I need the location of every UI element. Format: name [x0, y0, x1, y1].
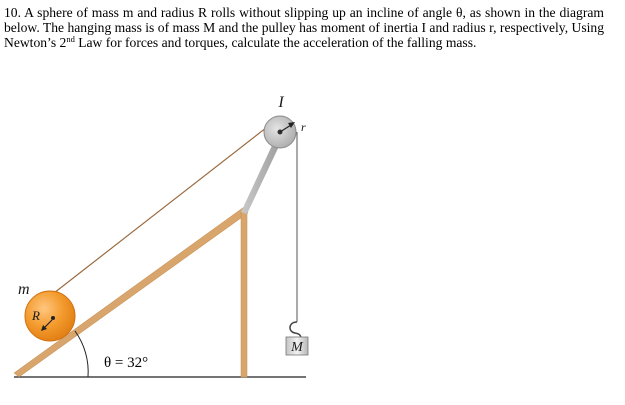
- label-sphere-mass: m: [18, 281, 30, 298]
- pulley-arm: [241, 139, 281, 214]
- label-hanging-mass: M: [291, 340, 303, 355]
- angle-label: θ = 32°: [104, 355, 149, 371]
- ordinal-superscript: nd: [66, 33, 75, 44]
- problem-text-part1: A sphere of mass m and radius R rolls without slipping up an incline of angle θ, as shown in the diagram below. The hanging mass is of mass M and the pulley has moment of inertia I and radius r, respectively, Using Newton’s 2: [4, 5, 604, 50]
- label-sphere-radius: R: [32, 308, 40, 323]
- sphere-center-dot: [51, 316, 55, 320]
- angle-arc: [75, 331, 88, 377]
- problem-number: 10.: [4, 5, 21, 20]
- label-pulley-inertia: I: [278, 94, 284, 111]
- support-post: [241, 212, 247, 377]
- label-pulley-radius: r: [301, 120, 306, 134]
- problem-text-part2: Law for forces and torques, calculate the acceleration of the falling mass.: [74, 34, 477, 50]
